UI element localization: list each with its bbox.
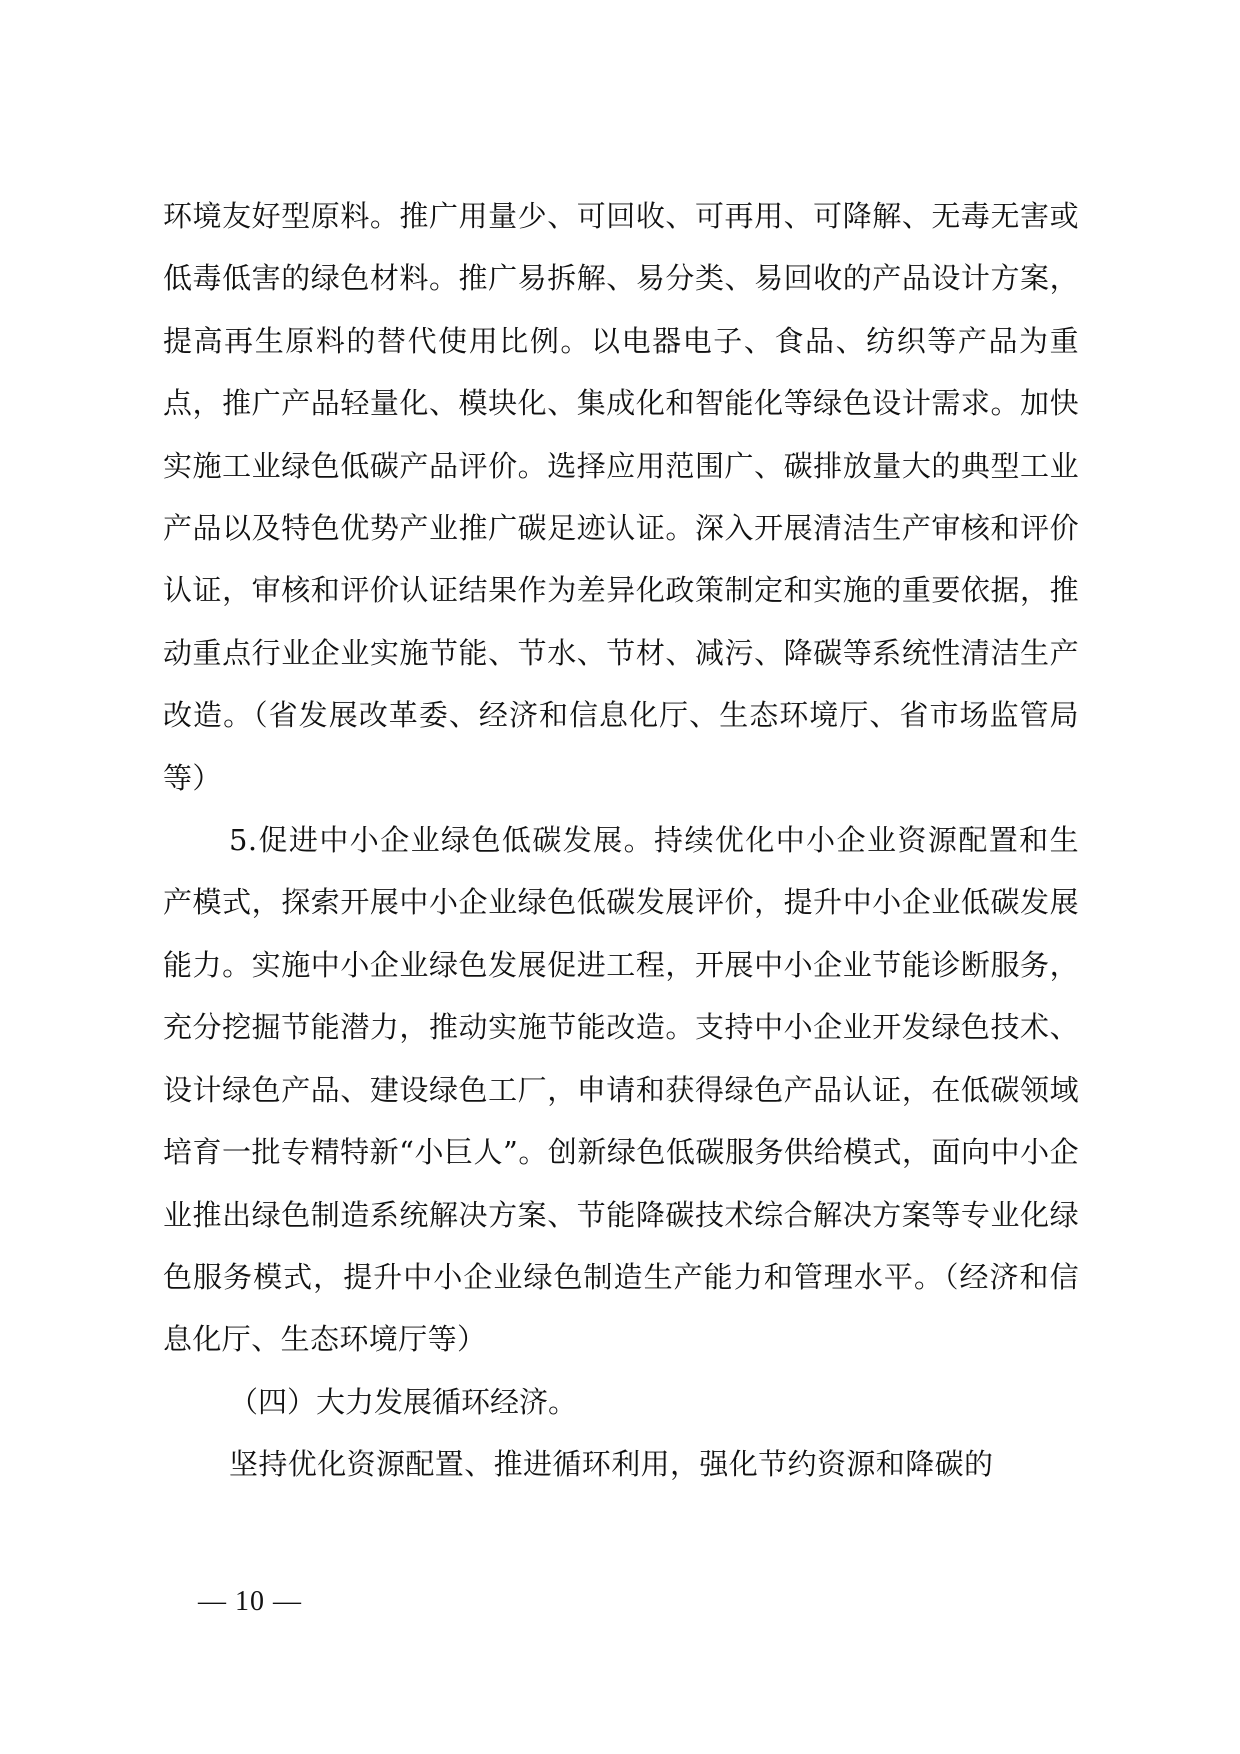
section-heading-4: （四）大力发展循环经济。: [229, 1384, 578, 1419]
paragraph-item-5: 5.促进中小企业绿色低碳发展。持续优化中小企业资源配置和生产模式，探索开展中小企业绿色低碳发展评价，提升中小企业低碳发展能力。实施中小企业绿色发展促进工程，开展中小企业节能诊断服务，充分挖掘节能潜力，推动实施节能改造。支持中小企业开发绿色技术、设计绿色产品、建设绿色工厂，申请和获得绿色产品认证，在低碳领域培育一批专精特新“小巨人”。创新绿色低碳服务供给模式，面向中小企业推出绿色制造系统解决方案、节能降碳技术综合解决方案等专业化绿色服务模式，提升中小企业绿色制造生产能力和管理水平。（经济和信息化厅、生态环境厅等）: [163, 823, 1079, 1357]
paragraph-section-4-intro: 坚持优化资源配置、推进循环利用，强化节约资源和降碳的: [229, 1447, 994, 1482]
document-body: [163, 185, 1079, 1496]
page-number: — 10 —: [198, 1586, 302, 1617]
paragraph-continuation: 环境友好型原料。推广用量少、可回收、可再用、可降解、无毒无害或低毒低害的绿色材料。推广易拆解、易分类、易回收的产品设计方案，提高再生原料的替代使用比例。以电器电子、食品、纺织等产品为重点，推广产品轻量化、模块化、集成化和智能化等绿色设计需求。加快实施工业绿色低碳产品评价。选择应用范围广、碳排放量大的典型工业产品以及特色优势产业推广碳足迹认证。深入开展清洁生产审核和评价认证，审核和评价认证结果作为差异化政策制定和实施的重要依据，推动重点行业企业实施节能、节水、节材、减污、降碳等系统性清洁生产改造。（省发展改革委、经济和信息化厅、生态环境厅、省市场监管局等）: [163, 199, 1079, 795]
